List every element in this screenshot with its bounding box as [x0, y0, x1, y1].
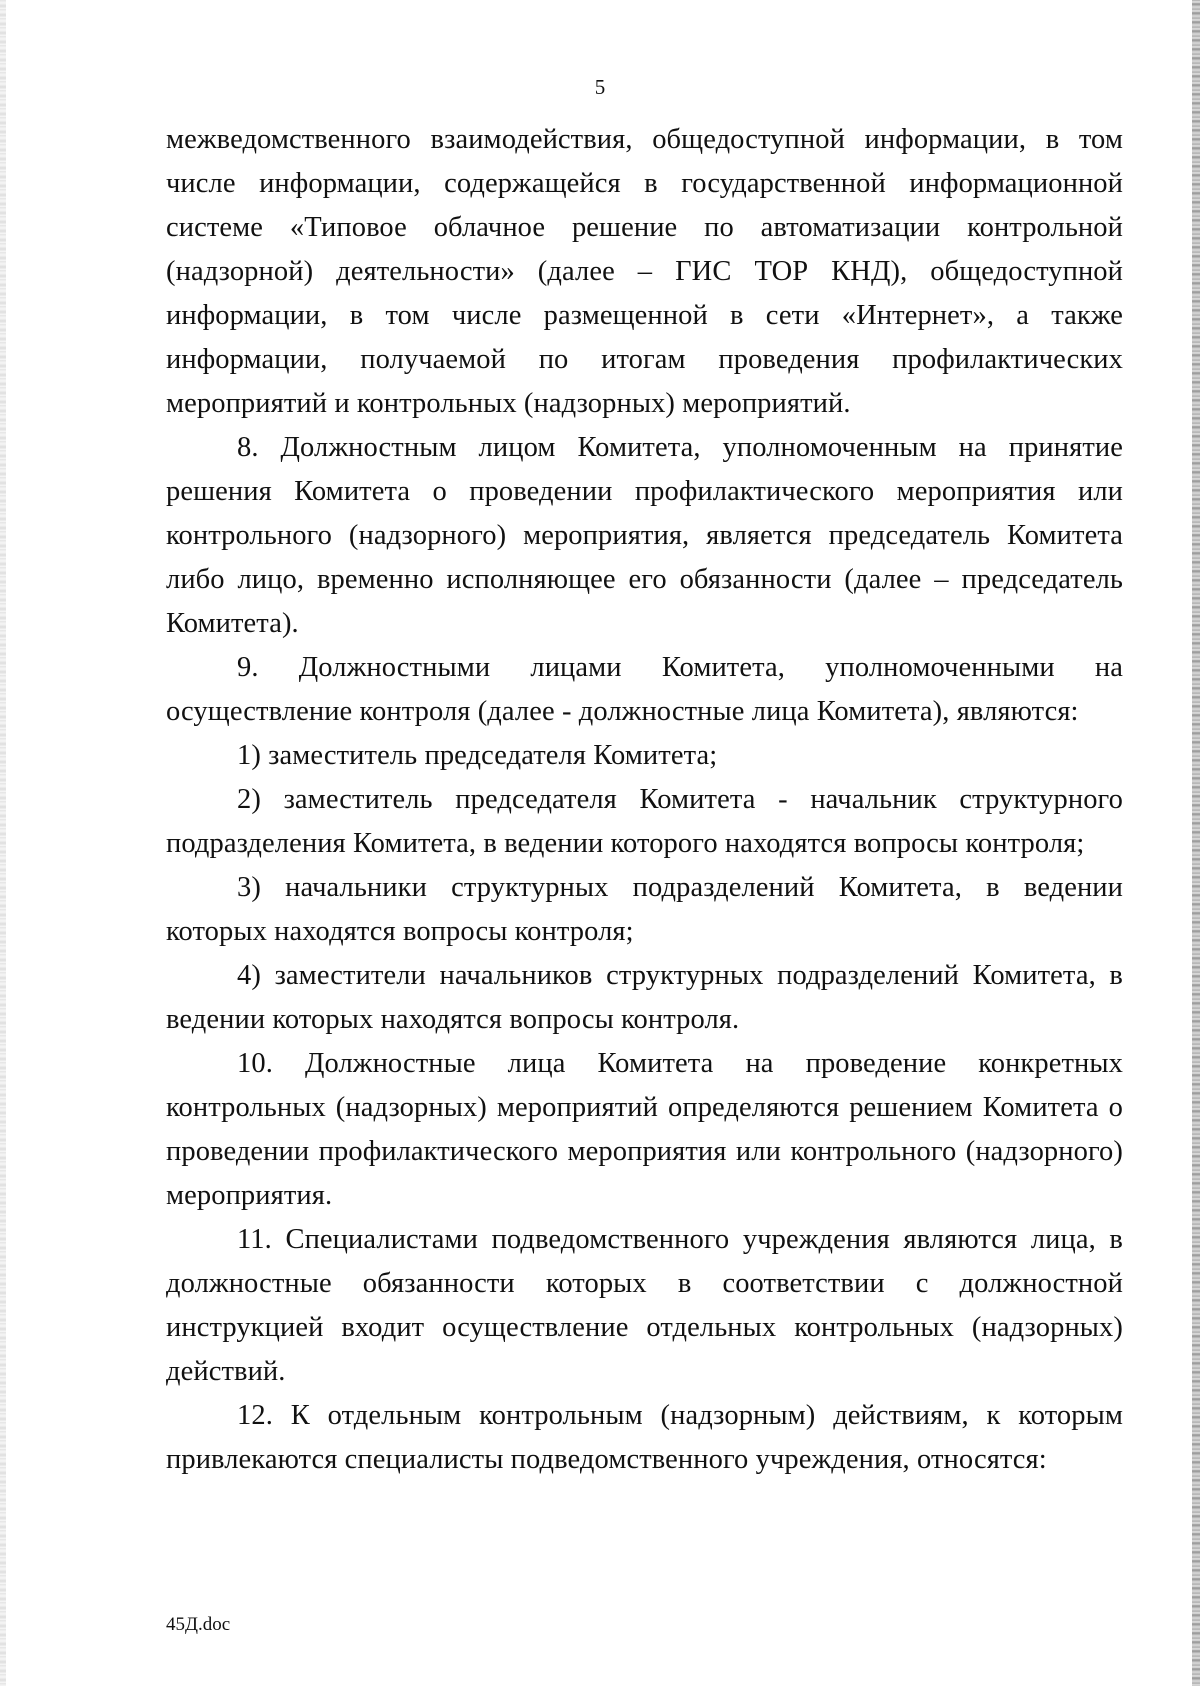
page-number: 5 — [594, 75, 606, 99]
paragraph-11: 11. Специалистами подведомственного учреждения являются лица, в должностные обязанности которых в соответствии с должностной инструкцией входит осуществление отдельных контрольных (надзорных) действий. — [166, 1224, 1123, 1387]
paragraph-continuation: межведомственного взаимодействия, общедоступной информации, в том числе информации, содержащейся в государственной информационной системе «Типовое облачное решение по автоматизации контрольной (надзорной) деятельности» (далее – ГИС ТОР КНД), общедоступной информации, в том числе размещенной в сети «Интернет», а также информации, получаемой по итогам проведения профилактических мероприятий и контрольных (надзорных) мероприятий. — [166, 124, 1123, 419]
scan-edge-left — [0, 0, 6, 1686]
footer-filename: 45Д.doc — [166, 1614, 231, 1635]
scan-edge-right — [1192, 0, 1200, 1686]
paragraph-8: 8. Должностным лицом Комитета, уполномоченным на принятие решения Комитета о проведении профилактического мероприятия или контрольного (надзорного) мероприятия, является председатель Комитета либо лицо, временно исполняющее его обязанности (далее – председатель Комитета). — [166, 432, 1123, 639]
paragraph-9: 9. Должностными лицами Комитета, уполномоченными на осуществление контроля (далее - должностные лица Комитета), являются: — [166, 652, 1123, 727]
list-item-9-4: 4) заместители начальников структурных подразделений Комитета, в ведении которых находятся вопросы контроля. — [166, 960, 1123, 1035]
paragraph-12: 12. К отдельным контрольным (надзорным) действиям, к которым привлекаются специалисты подведомственного учреждения, относятся: — [166, 1400, 1123, 1475]
list-item-9-2: 2) заместитель председателя Комитета - начальник структурного подразделения Комитета, в ведении которого находятся вопросы контроля; — [166, 784, 1123, 859]
list-item-9-1: 1) заместитель председателя Комитета; — [237, 740, 718, 771]
paragraph-10: 10. Должностные лица Комитета на проведение конкретных контрольных (надзорных) мероприятий определяются решением Комитета о проведении профилактического мероприятия или контрольного (надзорного) мероприятия. — [166, 1048, 1123, 1211]
list-item-9-3: 3) начальники структурных подразделений Комитета, в ведении которых находятся вопросы контроля; — [166, 872, 1123, 947]
document-body — [166, 118, 1123, 1482]
